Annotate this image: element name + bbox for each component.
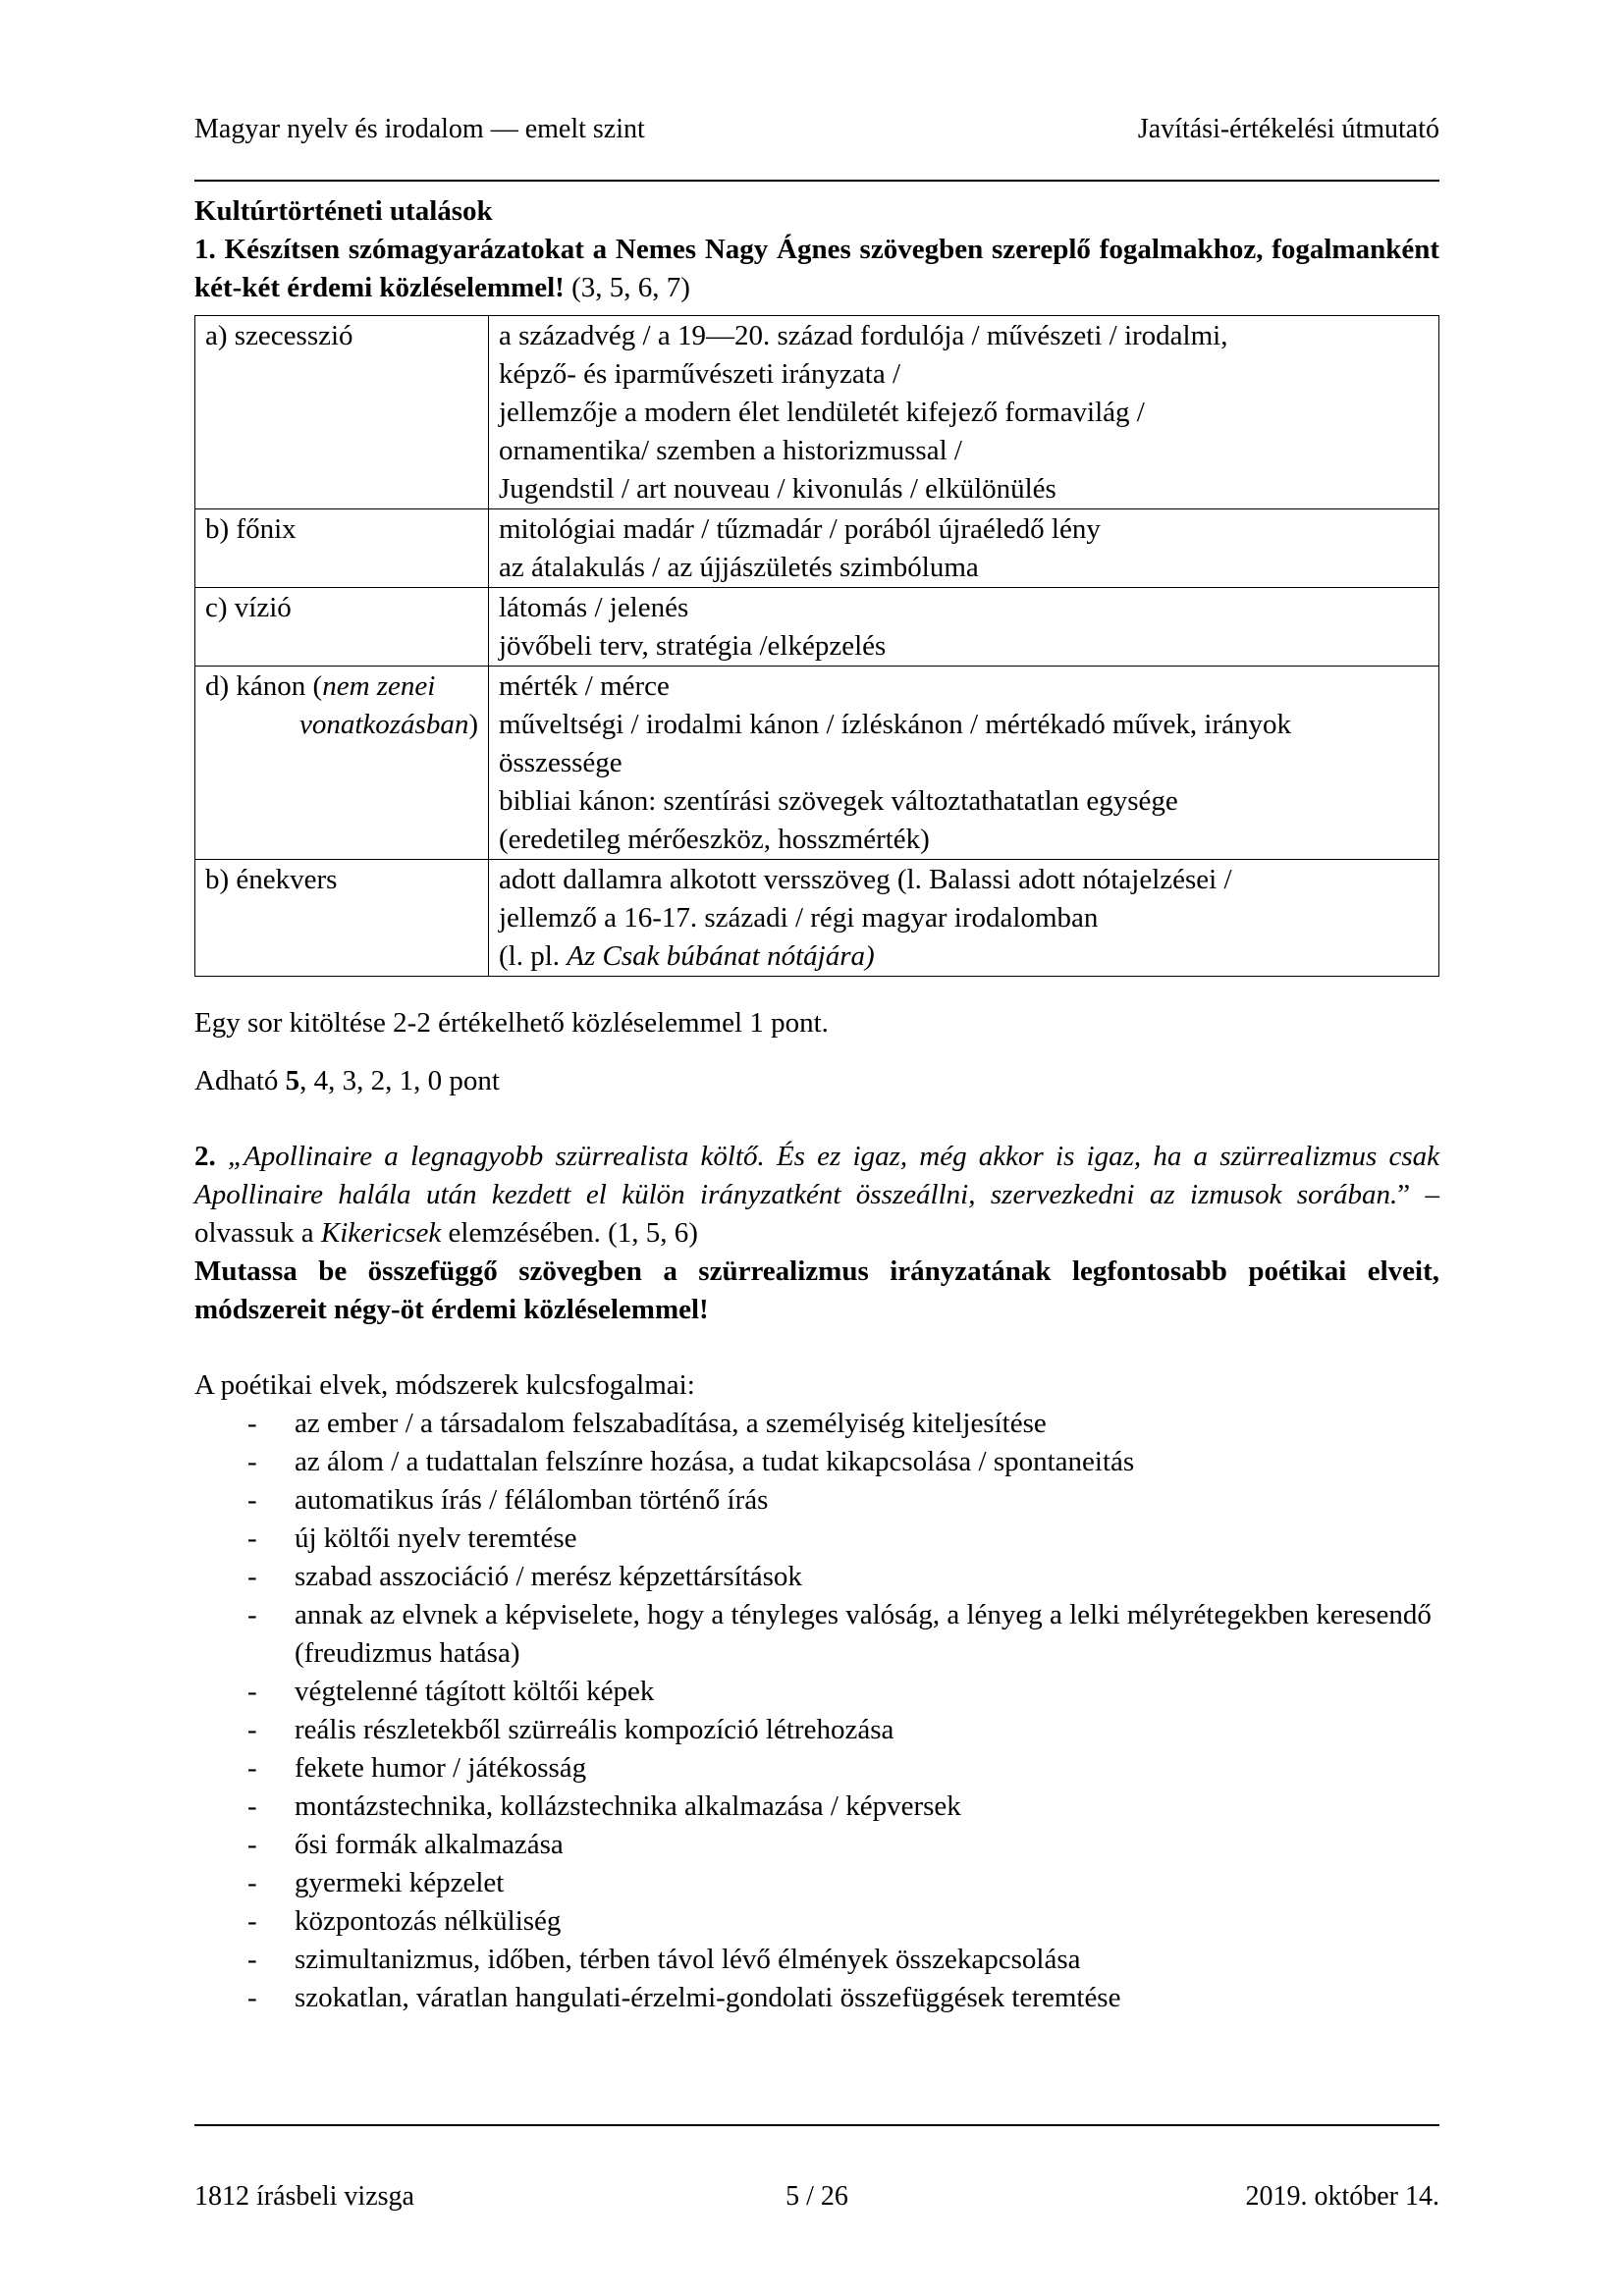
definition-title: Az Csak búbánat nótájára): [567, 940, 875, 972]
list-item: [194, 1711, 1439, 1749]
definition-line: mérték / mérce: [499, 670, 670, 702]
term-cell: b) főnix: [195, 509, 489, 588]
list-item: [194, 1481, 1439, 1520]
question-2-task: Mutassa be összefüggő szövegben a szürrealizmus irányzatának legfontosabb poétikai elveit, módszereit négy-öt érdemi közléselemmel!: [194, 1255, 1439, 1325]
list-item: [194, 1788, 1439, 1826]
question-2-work: Kikericsek: [320, 1217, 442, 1249]
definition-line: Jugendstil / art nouveau / kivonulás / elkülönülés: [499, 473, 1056, 505]
list-item: [194, 1443, 1439, 1481]
dash-marker: -: [247, 1790, 257, 1822]
list-item-text: fekete humor / játékosság: [295, 1752, 587, 1784]
definition-line: mitológiai madár / tűzmadár / porából újraéledő lény: [499, 513, 1101, 545]
table-row: [195, 860, 1439, 977]
list-item: [194, 1558, 1439, 1596]
scoring-max: 5: [285, 1065, 300, 1096]
list-item: [194, 1596, 1439, 1673]
list-item-text: annak az elvnek a képviselete, hogy a tényleges valóság, a lényeg a lelki mélyrétegekben keresendő (freudizmus hatása): [295, 1599, 1432, 1669]
header-rule: [194, 180, 1439, 182]
table-row: [195, 588, 1439, 667]
term-cell: a) szecesszió: [195, 316, 489, 509]
question-1-prompt: 1. Készítsen szómagyarázatokat a Nemes Nagy Ágnes szövegben szereplő fogalmakhoz, fogalmanként két-két érdemi közléselemmel!: [194, 234, 1439, 303]
list-item-text: végtelenné tágított költői képek: [295, 1676, 655, 1707]
dash-marker: -: [247, 1561, 257, 1592]
question-2-after-work: elemzésében. (1, 5, 6): [441, 1217, 698, 1249]
header-left: Magyar nyelv és irodalom — emelt szint: [194, 114, 645, 144]
page-number: 5 / 26: [785, 2181, 848, 2212]
dash-marker: -: [247, 1714, 257, 1745]
definition-line: az átalakulás / az újjászületés szimbóluma: [499, 552, 979, 583]
term-label-line: d) kánon (nem zenei: [205, 670, 436, 702]
dash-marker: -: [247, 1522, 257, 1554]
list-item-text: központozás nélküliség: [295, 1905, 562, 1937]
definition-line: képző- és iparművészeti irányzata /: [499, 358, 901, 390]
list-item-text: szokatlan, váratlan hangulati-érzelmi-gondolati összefüggések teremtése: [295, 1982, 1121, 2013]
list-item-text: az ember / a társadalom felszabadítása, a személyiség kiteljesítése: [295, 1408, 1047, 1439]
list-item-text: gyermeki képzelet: [295, 1867, 505, 1898]
list-item-text: az álom / a tudattalan felszínre hozása, a tudat kikapcsolása / spontaneitás: [295, 1446, 1135, 1477]
list-item-text: reális részletekből szürreális kompozíció létrehozása: [295, 1714, 894, 1745]
list-item: [194, 1673, 1439, 1711]
term-label-line: vonatkozásban): [298, 709, 478, 740]
scoring-rest: , 4, 3, 2, 1, 0 pont: [299, 1065, 500, 1096]
definition-prefix: (l. pl.: [499, 940, 568, 972]
question-2-after-quote: ” – olvassuk a: [194, 1179, 1440, 1249]
definition-line: műveltségi / irodalmi kánon / ízléskánon / mértékadó művek, irányok: [499, 709, 1291, 740]
definition-cell: [489, 667, 1439, 860]
list-item: [194, 1405, 1439, 1443]
list-item: [194, 1864, 1439, 1902]
keywords-list: [194, 1405, 1439, 2017]
question-1-ref: (3, 5, 6, 7): [564, 272, 690, 303]
header-right: Javítási-értékelési útmutató: [1137, 114, 1439, 144]
question-2: [194, 1138, 1439, 1253]
definition-line: jövőbeli terv, stratégia /elképzelés: [499, 630, 887, 662]
scoring-points: [194, 1062, 1439, 1100]
list-item-text: szimultanizmus, időben, térben távol lévő élmények összekapcsolása: [295, 1944, 1081, 1975]
dash-marker: -: [247, 1446, 257, 1477]
definition-line: (eredetileg mérőeszköz, hosszmérték): [499, 824, 930, 855]
list-item: [194, 1941, 1439, 1979]
dash-marker: -: [247, 1867, 257, 1898]
table-row: [195, 316, 1439, 509]
definition-line: látomás / jelenés: [499, 592, 689, 623]
dash-marker: -: [247, 1752, 257, 1784]
list-item: [194, 1749, 1439, 1788]
term-cell: [195, 667, 489, 860]
footer-date: 2019. október 14.: [1245, 2181, 1439, 2212]
table-row: [195, 509, 1439, 588]
definition-line: jellemző a 16-17. századi / régi magyar irodalomban: [499, 902, 1099, 934]
list-item-text: montázstechnika, kollázstechnika alkalmazása / képversek: [295, 1790, 961, 1822]
question-2-number: 2.: [194, 1141, 216, 1172]
definition-cell: [489, 860, 1439, 977]
dash-marker: -: [247, 1676, 257, 1707]
question-2-quote: „Apollinaire a legnagyobb szürrealista költő. És ez igaz, még akkor is igaz, ha a szürrealizmus csak Apollinaire halála után kezdett el külön irányzatként összeállni, szervezkedni az izmusok sorában.: [194, 1141, 1439, 1210]
list-item: [194, 1520, 1439, 1558]
definition-line: adott dallamra alkotott versszöveg (l. Balassi adott nótajelzései /: [499, 864, 1232, 895]
definition-line: [499, 937, 1429, 976]
dash-marker: -: [247, 1408, 257, 1439]
section-title: Kultúrtörténeti utalások: [194, 195, 493, 227]
terms-table: [194, 315, 1439, 977]
scoring-rule: Egy sor kitöltése 2-2 értékelhető közléselemmel 1 pont.: [194, 1007, 829, 1039]
definition-line: ornamentika/ szemben a historizmussal /: [499, 435, 962, 466]
definition-cell: [489, 509, 1439, 588]
list-item: [194, 1979, 1439, 2017]
dash-marker: -: [247, 1905, 257, 1937]
question-1: [194, 231, 1439, 307]
dash-marker: -: [247, 1484, 257, 1516]
keywords-title: A poétikai elvek, módszerek kulcsfogalmai:: [194, 1369, 695, 1401]
definition-line: a századvég / a 19—20. század fordulója / művészeti / irodalmi,: [499, 320, 1228, 351]
list-item-text: új költői nyelv teremtése: [295, 1522, 577, 1554]
term-note: nem zenei: [322, 670, 436, 702]
definition-cell: [489, 588, 1439, 667]
list-item-text: automatikus írás / félálomban történő írás: [295, 1484, 769, 1516]
dash-marker: -: [247, 1982, 257, 2013]
list-item: [194, 1826, 1439, 1864]
term-cell: b) énekvers: [195, 860, 489, 977]
definition-line: összessége: [499, 747, 623, 778]
footer-rule: [194, 2124, 1439, 2126]
scoring-prefix: Adható: [194, 1065, 286, 1096]
list-item-text: szabad asszociáció / merész képzettársítások: [295, 1561, 802, 1592]
dash-marker: -: [247, 1944, 257, 1975]
definition-line: bibliai kánon: szentírási szövegek változtathatatlan egysége: [499, 785, 1178, 817]
term-cell: c) vízió: [195, 588, 489, 667]
footer-left: 1812 írásbeli vizsga: [194, 2181, 414, 2212]
table-row: [195, 667, 1439, 860]
term-note: vonatkozásban: [298, 709, 469, 740]
main-content: [194, 192, 1439, 2017]
list-item-text: ősi formák alkalmazása: [295, 1829, 564, 1860]
list-item: [194, 1902, 1439, 1941]
dash-marker: -: [247, 1599, 257, 1630]
definition-line: jellemzője a modern élet lendületét kifejező formavilág /: [499, 397, 1145, 428]
dash-marker: -: [247, 1829, 257, 1860]
term-label: d) kánon: [205, 670, 306, 702]
definition-cell: [489, 316, 1439, 509]
